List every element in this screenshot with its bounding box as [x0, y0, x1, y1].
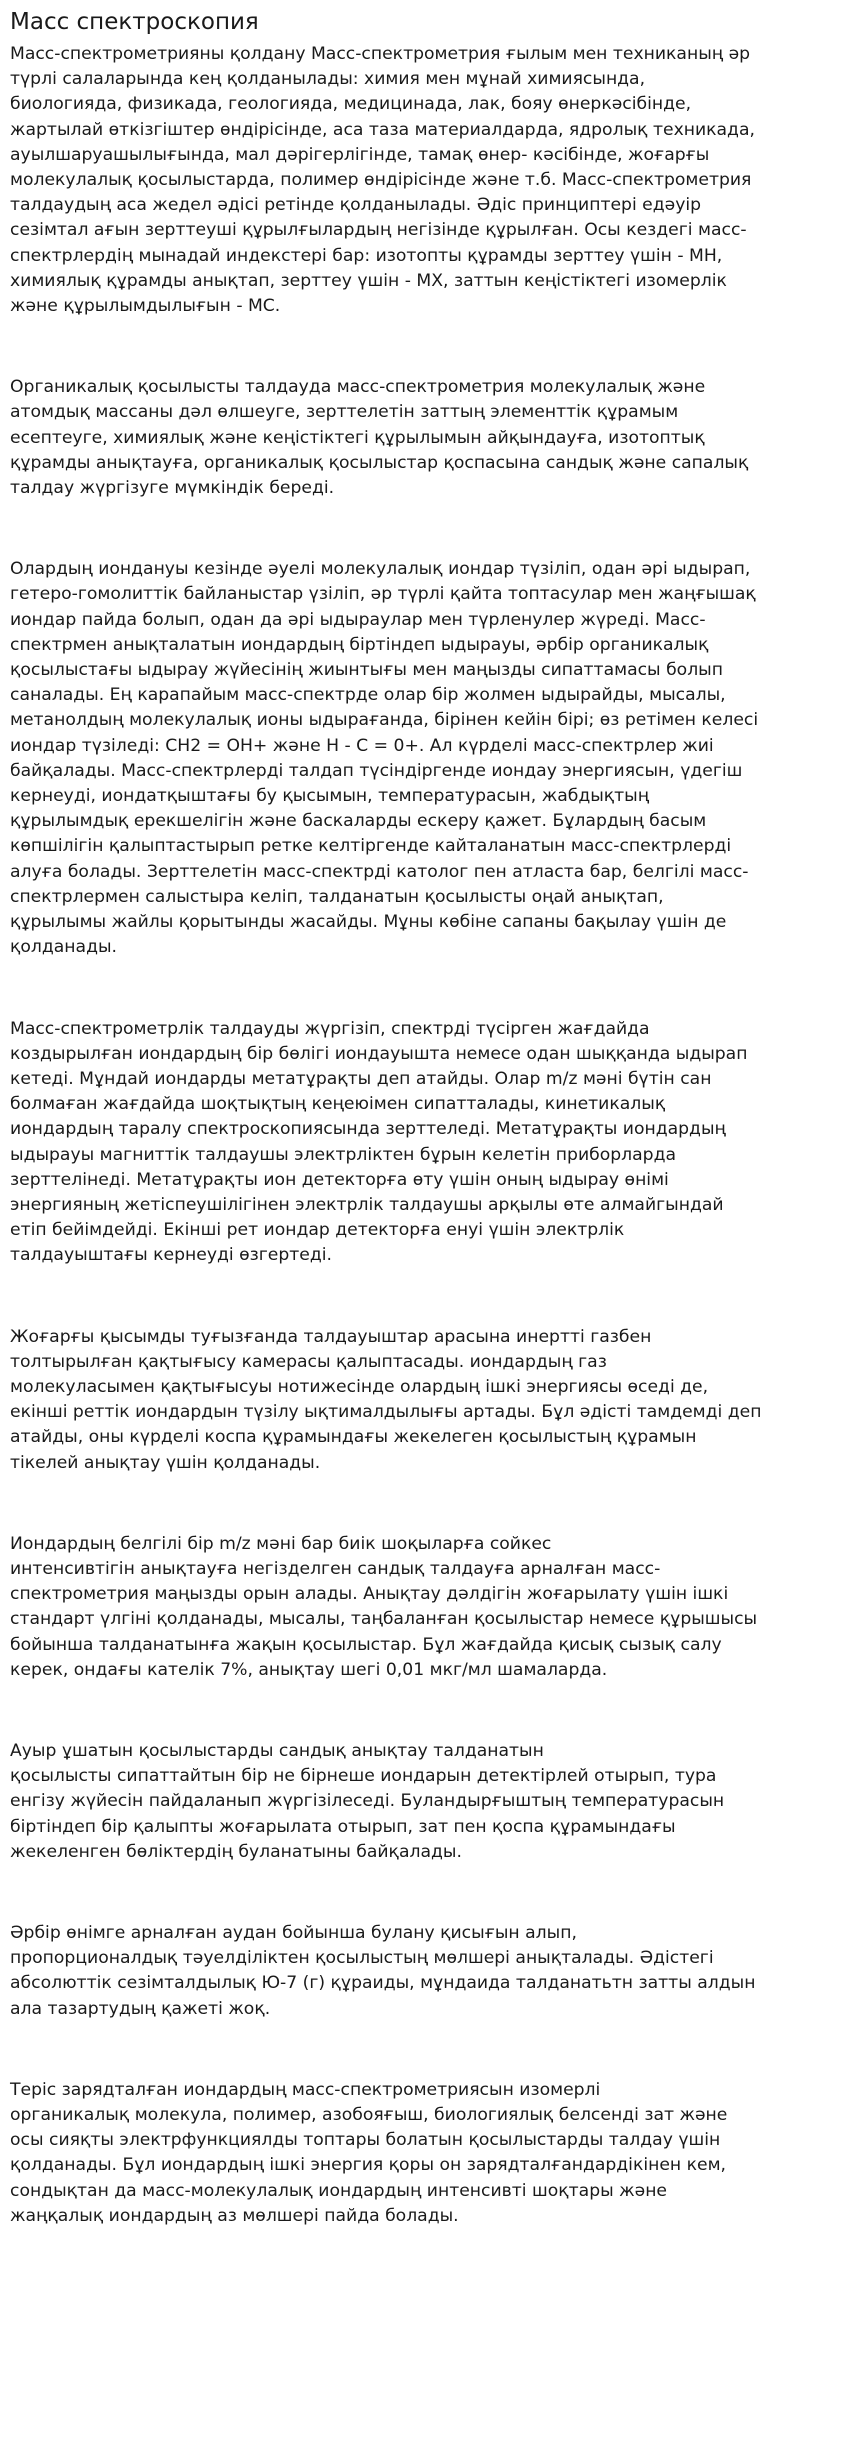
paragraph-quantitative-analysis: Иондардың белгілі бір m/z мәні бар биік шоқыларға сойкес интенсивтігін анықтауға негізделген сандық талдауға арналған масс- спектрометрия маңызды орын алады. Анықтау дәлдігін жоғарылату үшін ішкі стандарт үлгіні қолданады, мысалы, таңбаланған қосылыстар немесе құрышысы бойынша талданатынға жақын қосылыстар. Бұл жағдайда қисық сызық салу керек, ондағы кателік 7%, анықтау шегі 0,01 мкг/мл шамаларда. — [10, 1533, 758, 1680]
paragraph-organic-analysis: Органикалық қосылысты талдауда масс-спектрометрия молекулалық және атомдық массаны дәл өлшеуге, зерттелетін заттың элементтік құрамым есептеуге, химиялық және кеңістіктегі құрылымын айқындауға, изотоптық құрамды анықтауға, органикалық қосылыстар қоспасына сандық және сапалық талдау жүргізуге мүмкіндік береді. — [10, 377, 749, 499]
paragraph-negative-ions: Теріс зарядталған иондардың масс-спектрометриясын изомерлі органикалық молекула, полимер, азобояғыш, биологиялық белсенді зат және осы сияқты электрфункциялды топтары болатын қосылыстарды талдау үшін қолданады. Бұл иондардың ішкі энергия қоры он зарядталғандардікінен кем, сондықтан да масс-молекулалық иондардың интенсивті шоқтары және жаңқалық иондардың аз мөлшері пайда болады. — [10, 2079, 728, 2226]
paragraph-volatile-compounds: Ауыр ұшатын қосылыстарды сандық анықтау талданатын қосылысты сипаттайтын бір не бірнеше иондарын детектірлей отырып, тура енгізу жүйесін пайдаланып жүргізілеседі. Буландырғыштың температурасын біртіндеп бір қалыпты жоғарылата отырып, зат пен қоспа құрамындағы жекеленген бөліктердің буланатыны байқалады. — [10, 1740, 725, 1862]
paragraph-evaporation-curve: Әрбір өнімге арналған аудан бойынша булану қисығын алып, пропорционалдық тәуелділіктен қосылыстың мөлшері анықталады. Әдістегі абсолюттік сезімталдылық Ю-7 (г) құраиды, мұндаида талданатьтн затты алдын ала тазартудың қажеті жоқ. — [10, 1922, 756, 2019]
paragraph-ionization: Олардың иондануы кезінде әуелі молекулалық иондар түзіліп, одан әрі ыдырап, гетеро-гомолиттік байланыстар үзіліп, әр түрлі қайта топтасулар мен жаңғышақ иондар пайда болып, одан да әрі ыдыраулар мен түрленулер жүреді. Масс- спектрмен анықталатын иондардың біртіндеп ыдырауы, әрбір органикалық қосылыстағы ыдырау жүйесінің жиынтығы мен маңызды сипаттамасы болып саналады. Ең карапайым масс-спектрде олар бір жолмен ыдырайды, мысалы, метанолдың молекулалық ионы ыдырағанда, бірінен кейін бірі; өз ретімен келесі иондар түзіледі: СН2 = ОН+ және Н - С = 0+. Ал күрделі масс-спектрлер жиі байқалады. Масс-спектрлерді талдап түсіндіргенде иондау энергиясын, үдегіш кернеуді, иондатқыштағы бу қысымын, температурасын, жабдықтың құрылымдық ерекшелігін және баскаларды ескеру қажет. Бұлардың басым көпшілігін қалыптастырып ретке келтіргенде кайталанатын масс-спектрлерді алуға болады. Зерттелетін масс-спектрді католог пен атласта бар, белгілі масс- спектрлермен салыстыра келіп, талданатын қосылысты оңай анықтап, құрылымы жайлы қорытынды жасайды. Мұны көбіне сапаны бақылау үшін де қолданады. — [10, 559, 759, 958]
paragraph-metastable-ions: Масс-спектрометрлік талдауды жүргізіп, спектрді түсірген жағдайда коздырылған иондардың бір бөлігі иондауыштa немесе одан шыққанда ыдырап кетеді. Мұндай иондарды метатұрақты деп атайды. Олар m/z мәні бүтін сан болмаған жағдайда шоқтықтың кеңеюімен сипатталады, кинетикалық иондардың таралу спектроскопиясында зерттеледі. Метатұрақты иондардың ыдырауы магниттік талдаушы электрліктен бұрын келетін приборларда зерттелінеді. Метатұрақты ион детекторға өту үшін оның ыдырау өнімі энергияның жетіспеушілігінен электрлік талдаушы арқылы өте алмайгындай етіп бейімдейді. Екінші рет иондар детекторға енуі үшін электрлік талдауыштағы кернеуді өзгертеді. — [10, 1018, 748, 1266]
paragraph-usage: Масс-спектрометрияны қолдану Масс-спектрометрия ғылым мен техниканың әр түрлі салаларында кең қолданылады: химия мен мұнай химиясында, биологияда, физикада, геологияда, медицинада, лак, бояу өнеркәсібінде, жартылай өткізгіштер өндірісінде, аса таза материалдарда, ядролық техникада, ауылшаруашылығында, мал дәрігерлігінде, тамақ өнер- кәсібінде, жоғарғы молекулалық қосылыстарда, полимер өндірісінде және т.б. Масс-спектрометрия талдаудың аса жедел әдісі ретінде қолданылады. Әдіс принциптері едәуір сезімтал ағын зерттеуші құрылғылардың негізінде құрылған. Осы кездегі масс- спектрлердің мынадай индекстері бар: изотопты құрамды зерттеу үшін - МН, химиялық құрамды анықтап, зерттеу үшін - МХ, заттын кеңістіктегі изомерлік және құрылымдылығын - МС. — [10, 44, 755, 317]
paragraph-collision-chamber: Жоғарғы қысымды туғызғанда талдауыштар арасына инертті газбен толтырылған қақтығысу камерасы қалыптасады. иондардың газ молекуласымен қақтығысуы нотижесінде олардың ішкі энергиясы өседі де, екінші реттік иондардын түзілу ықтималдылығы артады. Бұл әдісті тамдемді деп атайды, оны күрделі коспа құрамындағы жекелеген қосылыстың құрамын тікелей анықтау үшін қолданады. — [10, 1326, 762, 1473]
page-title: Масс спектроскопия — [10, 9, 259, 35]
